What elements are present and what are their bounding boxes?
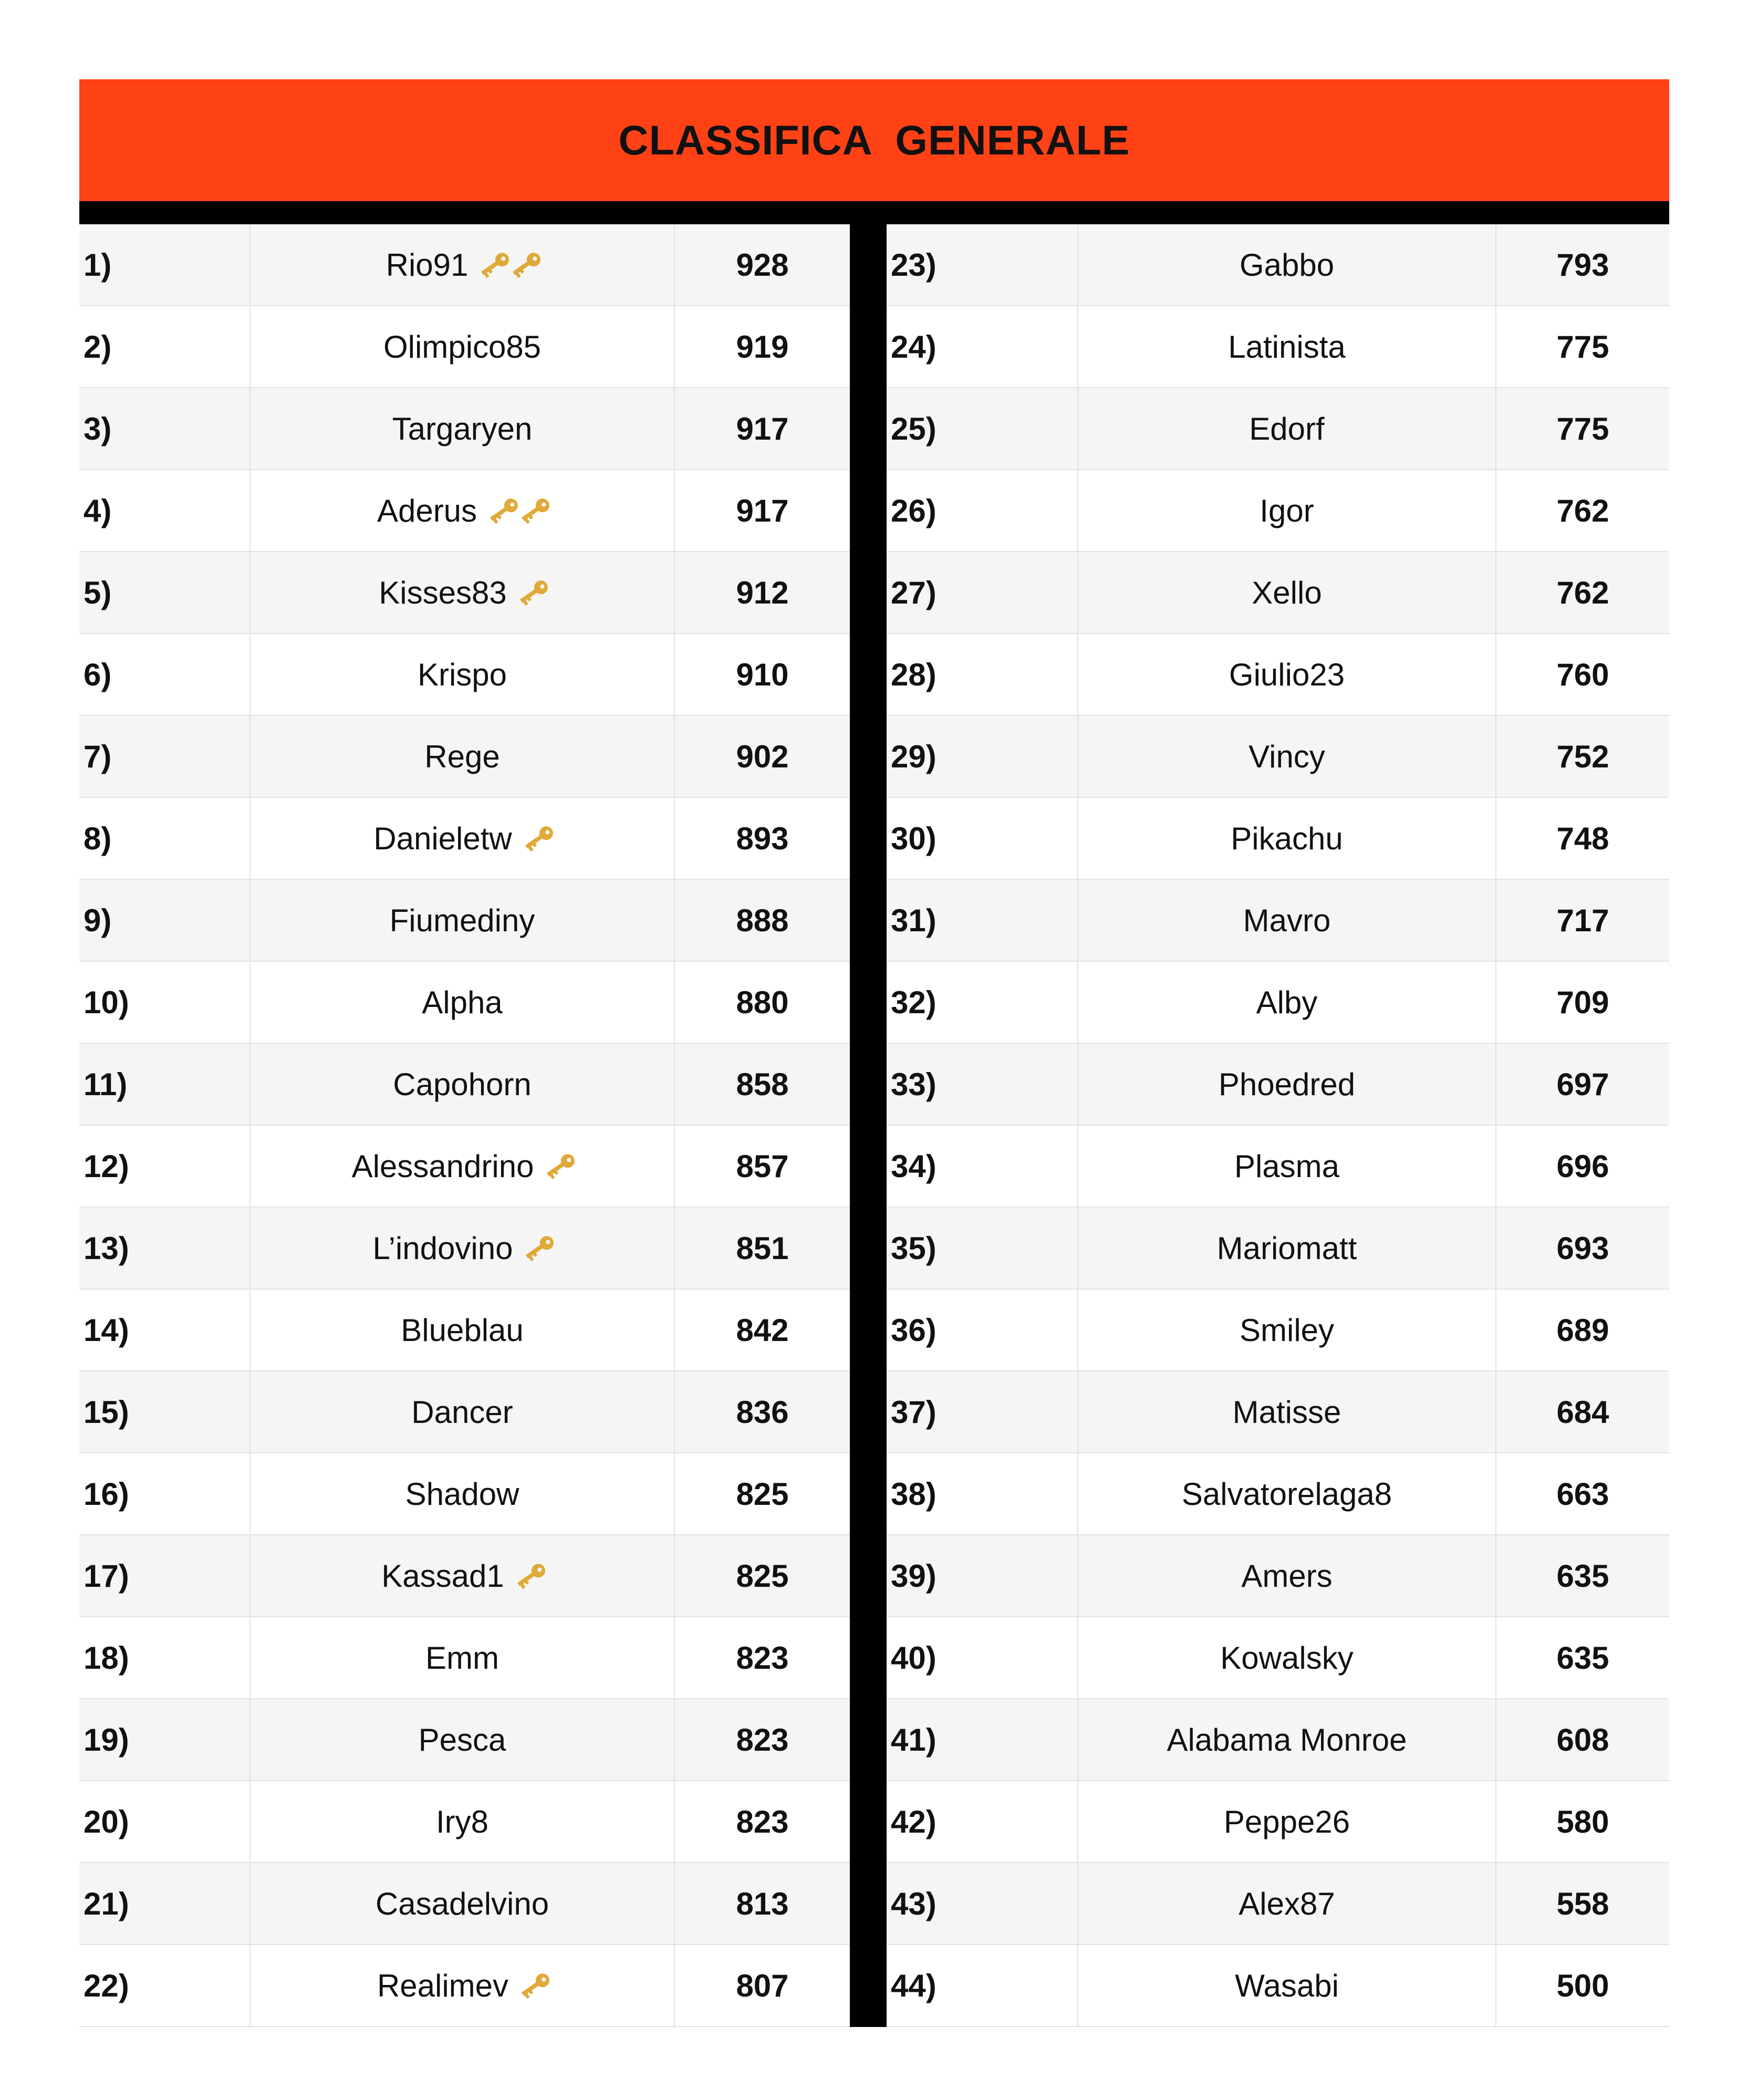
player-name-cell	[251, 1208, 675, 1288]
table-row	[887, 306, 1669, 388]
player-name: Mavro	[1243, 902, 1331, 938]
player-name: Dancer	[411, 1394, 513, 1430]
rank-cell: 24)	[887, 306, 1078, 387]
player-name-cell	[251, 1453, 675, 1534]
player-name: Gabbo	[1239, 247, 1335, 283]
rank-cell: 29)	[887, 716, 1078, 797]
player-name-cell	[251, 1945, 675, 2026]
rank-cell: 7)	[79, 716, 251, 797]
rank-cell: 33)	[887, 1044, 1078, 1125]
player-name: Alabama Monroe	[1167, 1722, 1407, 1758]
score-cell: 752	[1556, 739, 1609, 774]
table-row	[79, 224, 850, 306]
score-cell: 928	[736, 247, 789, 283]
table-row	[79, 306, 850, 388]
player-name: Emm	[425, 1640, 499, 1676]
rank-cell: 40)	[887, 1617, 1078, 1698]
score-cell: 902	[736, 739, 789, 774]
rank-cell: 16)	[79, 1453, 251, 1534]
player-name-cell	[251, 1535, 675, 1616]
table-row	[79, 1290, 850, 1371]
player-name: Pesca	[418, 1722, 506, 1758]
player-name: Vincy	[1248, 739, 1325, 774]
standings-column-right	[887, 224, 1669, 2027]
rank-cell: 30)	[887, 798, 1078, 879]
rank-cell: 41)	[887, 1699, 1078, 1780]
player-name: Targaryen	[392, 411, 533, 446]
player-name: L’indovino	[372, 1230, 513, 1266]
rank-cell: 10)	[79, 962, 251, 1043]
table-row	[887, 880, 1669, 962]
player-name: Peppe26	[1223, 1804, 1350, 1839]
score-cell: 748	[1556, 820, 1609, 856]
table-row	[79, 388, 850, 470]
score-cell: 709	[1556, 984, 1609, 1020]
table-row	[79, 552, 850, 634]
table-row	[79, 1617, 850, 1699]
player-name: Alessandrino	[351, 1148, 534, 1184]
player-name-cell	[1078, 552, 1496, 633]
player-name-cell	[1078, 1781, 1496, 1862]
score-cell: 842	[736, 1312, 789, 1348]
score-cell: 500	[1556, 1968, 1609, 2003]
player-name-cell	[251, 1371, 675, 1452]
score-cell: 696	[1556, 1148, 1609, 1184]
table-row	[79, 716, 850, 798]
rank-cell: 43)	[887, 1863, 1078, 1944]
table-row	[887, 552, 1669, 634]
table-row	[79, 1781, 850, 1863]
player-name: Shadow	[405, 1476, 519, 1512]
table-row	[79, 1453, 850, 1535]
player-name: Alex87	[1239, 1886, 1335, 1921]
table-row	[887, 388, 1669, 470]
player-name: Latinista	[1228, 329, 1346, 365]
score-cell: 635	[1556, 1640, 1609, 1676]
player-name-cell	[1078, 224, 1496, 305]
player-name: Giulio23	[1229, 657, 1345, 692]
rank-cell: 5)	[79, 552, 251, 633]
keys-group	[512, 1562, 543, 1589]
table-row	[79, 1535, 850, 1617]
keys-group	[516, 1972, 547, 1999]
rank-cell: 11)	[79, 1044, 251, 1125]
rank-cell: 37)	[887, 1371, 1078, 1452]
score-cell: 760	[1556, 657, 1609, 692]
score-cell: 580	[1556, 1804, 1609, 1839]
score-cell: 912	[736, 575, 789, 610]
table-row	[79, 1208, 850, 1290]
player-name: Aderus	[377, 493, 477, 528]
player-name: Kassad1	[381, 1558, 504, 1594]
header-rule	[79, 201, 1669, 224]
player-name-cell	[1078, 1617, 1496, 1698]
player-name: Capohorn	[393, 1066, 532, 1102]
key-icon	[512, 1562, 550, 1589]
player-name: Rege	[424, 739, 500, 774]
table-row	[887, 1863, 1669, 1945]
table-row	[887, 1290, 1669, 1371]
score-cell: 888	[736, 902, 789, 938]
table-row	[887, 470, 1669, 552]
rank-cell: 21)	[79, 1863, 251, 1944]
player-name-cell	[1078, 470, 1496, 551]
score-cell: 608	[1556, 1722, 1609, 1758]
rank-cell: 35)	[887, 1208, 1078, 1288]
table-row	[79, 880, 850, 962]
key-icon	[516, 1972, 555, 1999]
player-name: Olimpico85	[383, 329, 542, 365]
player-name-cell	[1078, 1863, 1496, 1944]
table-row	[887, 1208, 1669, 1290]
table-row	[79, 1371, 850, 1453]
score-cell: 858	[736, 1066, 789, 1102]
player-name-cell	[1078, 1044, 1496, 1125]
score-cell: 893	[736, 820, 789, 856]
rank-cell: 31)	[887, 880, 1078, 961]
table-row	[79, 1863, 850, 1945]
score-cell: 836	[736, 1394, 789, 1430]
player-name: Alpha	[422, 984, 503, 1020]
table-row	[79, 962, 850, 1044]
table-row	[887, 1699, 1669, 1781]
key-icon	[519, 825, 558, 852]
page-title: CLASSIFICA GENERALE	[79, 79, 1669, 201]
score-cell: 775	[1556, 411, 1609, 446]
player-name: Phoedred	[1218, 1066, 1356, 1102]
player-name-cell	[1078, 1290, 1496, 1370]
rank-cell: 14)	[79, 1290, 251, 1370]
player-name: Iry8	[435, 1804, 489, 1839]
table-row	[887, 224, 1669, 306]
player-name-cell	[1078, 1371, 1496, 1452]
rank-cell: 22)	[79, 1945, 251, 2026]
score-cell: 693	[1556, 1230, 1609, 1266]
player-name-cell	[1078, 306, 1496, 387]
score-cell: 823	[736, 1804, 789, 1839]
player-name: Matisse	[1232, 1394, 1341, 1430]
rank-cell: 17)	[79, 1535, 251, 1616]
table-row	[887, 634, 1669, 716]
player-name: Danieletw	[373, 820, 512, 856]
column-divider	[850, 224, 887, 2027]
score-cell: 689	[1556, 1312, 1609, 1348]
player-name: Rio91	[386, 247, 469, 283]
rank-cell: 23)	[887, 224, 1078, 305]
player-name: Realimev	[377, 1968, 509, 2003]
player-name: Casadelvino	[375, 1886, 549, 1921]
table-row	[79, 1945, 850, 2027]
rank-cell: 4)	[79, 470, 251, 551]
rank-cell: 20)	[79, 1781, 251, 1862]
standings-table	[79, 224, 1669, 2027]
table-row	[887, 1371, 1669, 1453]
rank-cell: 32)	[887, 962, 1078, 1043]
player-name: Plasma	[1234, 1148, 1340, 1184]
table-row	[887, 1535, 1669, 1617]
standings-sheet	[79, 79, 1669, 2027]
rank-cell: 13)	[79, 1208, 251, 1288]
rank-cell: 6)	[79, 634, 251, 715]
score-cell: 880	[736, 984, 789, 1020]
player-name-cell	[1078, 1535, 1496, 1616]
player-name-cell	[1078, 880, 1496, 961]
table-row	[79, 1044, 850, 1126]
player-name-cell	[251, 1044, 675, 1125]
player-name-cell	[1078, 1208, 1496, 1288]
player-name-cell	[251, 1290, 675, 1370]
table-row	[887, 1126, 1669, 1208]
rank-cell: 9)	[79, 880, 251, 961]
player-name-cell	[1078, 962, 1496, 1043]
player-name: Wasabi	[1235, 1968, 1339, 2003]
score-cell: 762	[1556, 575, 1609, 610]
player-name: Blueblau	[401, 1312, 524, 1348]
score-cell: 807	[736, 1968, 789, 2003]
player-name-cell	[251, 634, 675, 715]
rank-cell: 39)	[887, 1535, 1078, 1616]
player-name: Kisses83	[379, 575, 507, 610]
score-cell: 717	[1556, 902, 1609, 938]
rank-cell: 1)	[79, 224, 251, 305]
player-name: Kowalsky	[1220, 1640, 1354, 1676]
player-name: Amers	[1241, 1558, 1333, 1594]
table-row	[887, 1945, 1669, 2027]
score-cell: 663	[1556, 1476, 1609, 1512]
score-cell: 857	[736, 1148, 789, 1184]
score-cell: 910	[736, 657, 789, 692]
player-name-cell	[1078, 634, 1496, 715]
score-cell: 851	[736, 1230, 789, 1266]
player-name-cell	[251, 1863, 675, 1944]
player-name-cell	[1078, 798, 1496, 879]
rank-cell: 19)	[79, 1699, 251, 1780]
player-name-cell	[251, 1699, 675, 1780]
score-cell: 917	[736, 411, 789, 446]
key-icon	[514, 579, 553, 606]
table-row	[79, 798, 850, 880]
rank-cell: 42)	[887, 1781, 1078, 1862]
rank-cell: 28)	[887, 634, 1078, 715]
score-cell: 697	[1556, 1066, 1609, 1102]
table-row	[887, 1453, 1669, 1535]
score-cell: 813	[736, 1886, 789, 1921]
table-row	[887, 798, 1669, 880]
table-row	[887, 1617, 1669, 1699]
player-name-cell	[1078, 1453, 1496, 1534]
player-name-cell	[1078, 388, 1496, 469]
player-name-cell	[251, 306, 675, 387]
player-name: Edorf	[1249, 411, 1325, 446]
player-name: Fiumediny	[389, 902, 535, 938]
score-cell: 825	[736, 1558, 789, 1594]
keys-group	[514, 579, 546, 606]
key-icon	[520, 1234, 559, 1262]
key-icon	[507, 251, 546, 278]
rank-cell: 27)	[887, 552, 1078, 633]
rank-cell: 12)	[79, 1126, 251, 1207]
score-cell: 823	[736, 1722, 789, 1758]
rank-cell: 34)	[887, 1126, 1078, 1207]
score-cell: 558	[1556, 1886, 1609, 1921]
table-row	[79, 1126, 850, 1208]
keys-group	[541, 1152, 573, 1180]
table-row	[79, 470, 850, 552]
rank-cell: 8)	[79, 798, 251, 879]
player-name-cell	[251, 1126, 675, 1207]
player-name-cell	[251, 388, 675, 469]
keys-group	[475, 251, 538, 278]
player-name-cell	[251, 716, 675, 797]
player-name-cell	[1078, 1126, 1496, 1207]
key-icon	[516, 497, 555, 524]
player-name-cell	[251, 552, 675, 633]
score-cell: 635	[1556, 1558, 1609, 1594]
player-name: Xello	[1252, 575, 1322, 610]
player-name-cell	[251, 798, 675, 879]
player-name-cell	[251, 962, 675, 1043]
player-name-cell	[251, 1617, 675, 1698]
score-cell: 919	[736, 329, 789, 365]
player-name: Pikachu	[1231, 820, 1343, 856]
score-cell: 917	[736, 493, 789, 528]
score-cell: 684	[1556, 1394, 1609, 1430]
rank-cell: 3)	[79, 388, 251, 469]
player-name: Smiley	[1239, 1312, 1335, 1348]
standings-column-left	[79, 224, 850, 2027]
player-name-cell	[251, 880, 675, 961]
player-name-cell	[1078, 1945, 1496, 2026]
rank-cell: 36)	[887, 1290, 1078, 1370]
player-name-cell	[251, 470, 675, 551]
key-icon	[541, 1152, 580, 1180]
player-name-cell	[251, 224, 675, 305]
player-name-cell	[251, 1781, 675, 1862]
table-row	[887, 1781, 1669, 1863]
player-name: Igor	[1260, 493, 1314, 528]
rank-cell: 26)	[887, 470, 1078, 551]
keys-group	[519, 825, 551, 852]
player-name: Alby	[1256, 984, 1318, 1020]
rank-cell: 15)	[79, 1371, 251, 1452]
rank-cell: 38)	[887, 1453, 1078, 1534]
keys-group	[520, 1234, 552, 1262]
rank-cell: 2)	[79, 306, 251, 387]
keys-group	[484, 497, 547, 524]
table-row	[79, 1699, 850, 1781]
player-name: Salvatorelaga8	[1181, 1476, 1392, 1512]
player-name-cell	[1078, 716, 1496, 797]
score-cell: 823	[736, 1640, 789, 1676]
table-row	[887, 716, 1669, 798]
player-name-cell	[1078, 1699, 1496, 1780]
player-name: Mariomatt	[1216, 1230, 1357, 1266]
table-row	[887, 962, 1669, 1044]
rank-cell: 44)	[887, 1945, 1078, 2026]
rank-cell: 25)	[887, 388, 1078, 469]
table-row	[79, 634, 850, 716]
table-row	[887, 1044, 1669, 1126]
score-cell: 825	[736, 1476, 789, 1512]
rank-cell: 18)	[79, 1617, 251, 1698]
player-name: Krispo	[417, 657, 507, 692]
score-cell: 793	[1556, 247, 1609, 283]
score-cell: 762	[1556, 493, 1609, 528]
score-cell: 775	[1556, 329, 1609, 365]
